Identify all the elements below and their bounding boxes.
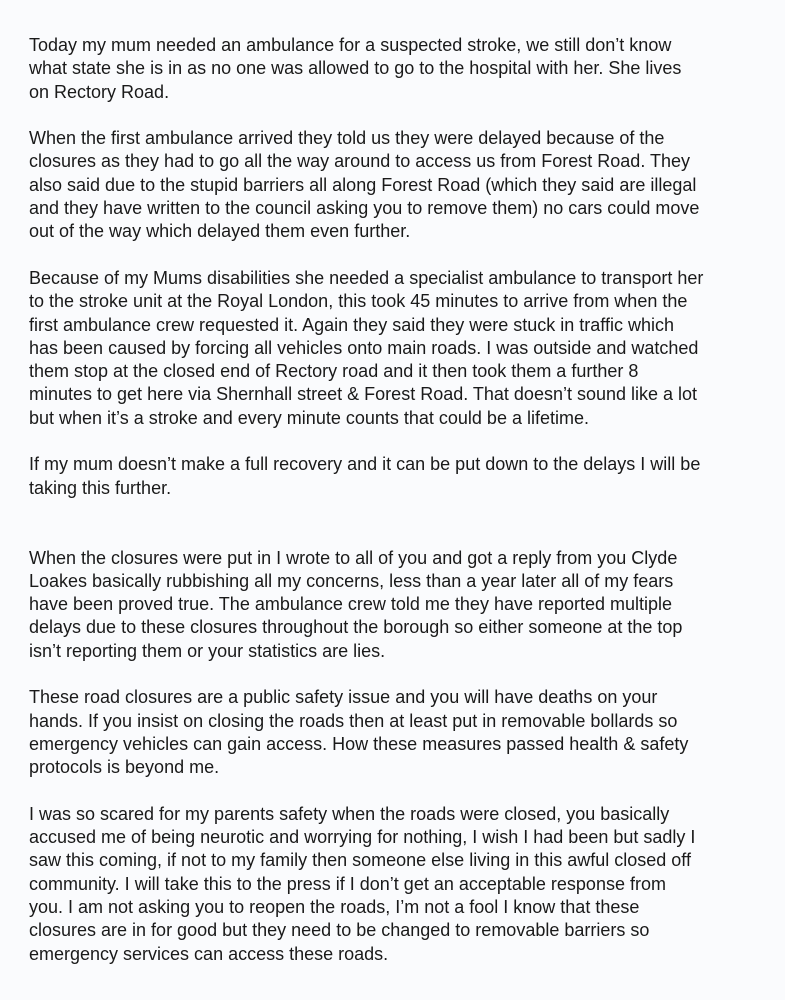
text-line: Because of my Mums disabilities she needed a specialist ambulance to transport her <box>29 267 704 288</box>
text-line: Today my mum needed an ambulance for a suspected stroke, we still don’t know <box>29 35 672 55</box>
paragraph-6 <box>29 686 785 779</box>
text-line: protocols is beyond me. <box>29 757 220 778</box>
paragraph-1 <box>29 34 785 104</box>
text-line: also said due to the stupid barriers all along Forest Road (which they said are illegal <box>29 174 697 195</box>
text-line: These road closures are a public safety issue and you will have deaths on your <box>29 687 658 708</box>
text-line: and they have written to the council asking you to remove them) no cars could move <box>29 198 700 219</box>
text-line: what state she is in as no one was allowed to go to the hospital with her. She lives <box>29 58 682 79</box>
text-line: first ambulance crew requested it. Again they said they were stuck in traffic which <box>29 314 674 335</box>
text-line: Loakes basically rubbishing all my concerns, less than a year later all of my fears <box>29 570 674 591</box>
text-line: delays due to these closures throughout the borough so either someone at the top <box>29 617 683 638</box>
text-line: but when it’s a stroke and every minute counts that could be a lifetime. <box>29 407 589 428</box>
text-line: them stop at the closed end of Rectory road and it then took them a further 8 <box>29 361 639 382</box>
text-line: accused me of being neurotic and worrying for nothing, I wish I had been but sadly I <box>29 827 696 848</box>
text-line: to the stroke unit at the Royal London, this took 45 minutes to arrive from when the <box>29 291 688 312</box>
text-line: emergency vehicles can gain access. How these measures passed health & safety <box>29 733 689 754</box>
text-line: has been caused by forcing all vehicles onto main roads. I was outside and watched <box>29 337 699 358</box>
text-line: you. I am not asking you to reopen the roads, I’m not a fool I know that these <box>29 896 640 917</box>
text-line: have been proved true. The ambulance crew told me they have reported multiple <box>29 594 673 615</box>
text-line: out of the way which delayed them even further. <box>29 221 411 242</box>
text-line: closures are in for good but they need to be changed to removable barriers so <box>29 920 650 941</box>
text-line: taking this further. <box>29 477 172 498</box>
text-line: If my mum doesn’t make a full recovery and it can be put down to the delays I will be <box>29 454 701 475</box>
paragraph-5 <box>29 547 785 663</box>
text-line: isn’t reporting them or your statistics are lies. <box>29 640 386 661</box>
paragraph-7 <box>29 803 785 966</box>
paragraph-4 <box>29 453 785 500</box>
text-line: I was so scared for my parents safety when the roads were closed, you basically <box>29 803 670 824</box>
text-line: minutes to get here via Shernhall street & Forest Road. That doesn’t sound like a lot <box>29 384 698 405</box>
text-line: on Rectory Road. <box>29 81 170 102</box>
text-line: When the closures were put in I wrote to all of you and got a reply from you Clyde <box>29 547 678 568</box>
text-line: closures as they had to go all the way around to access us from Forest Road. They <box>29 151 691 172</box>
text-line: emergency services can access these roads. <box>29 943 389 964</box>
text-line: community. I will take this to the press if I don’t get an acceptable response from <box>29 873 666 894</box>
text-line: When the first ambulance arrived they told us they were delayed because of the <box>29 128 665 149</box>
text-line: saw this coming, if not to my family then someone else living in this awful closed off <box>29 850 691 871</box>
paragraph-2 <box>29 127 785 243</box>
paragraph-3 <box>29 267 785 430</box>
text-line: hands. If you insist on closing the roads then at least put in removable bollards so <box>29 710 678 731</box>
